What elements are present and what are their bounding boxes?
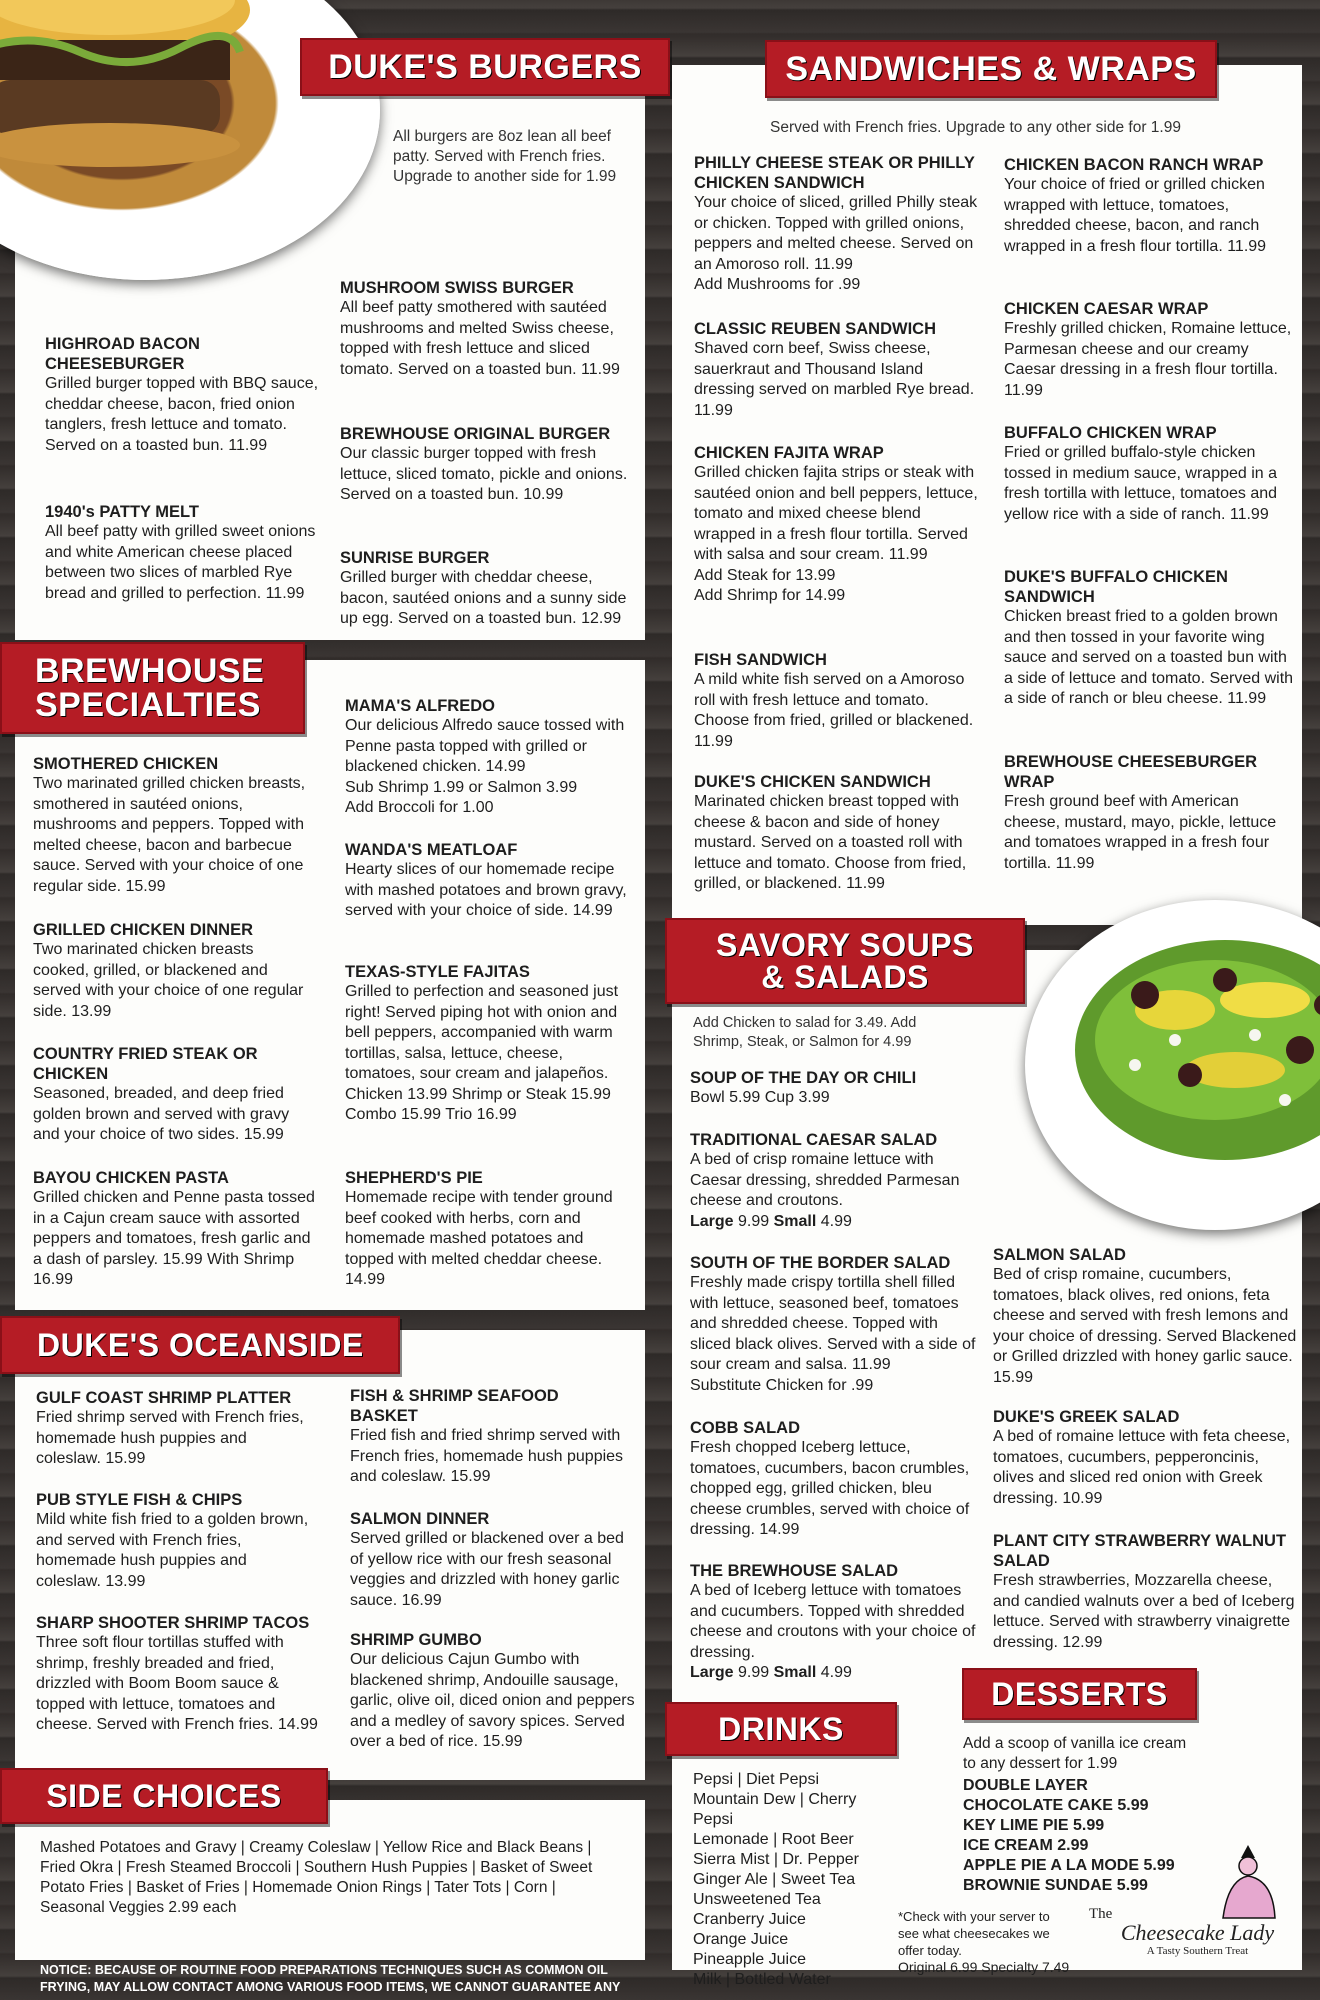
item-price-line <box>690 1212 975 1233</box>
drink-item: Mountain Dew | Cherry Pepsi <box>693 1791 857 1828</box>
price-large: 9.99 <box>738 1212 770 1230</box>
dessert-item <box>963 1816 1293 1836</box>
menu-item-philly <box>694 153 984 296</box>
item-desc: Fresh chopped Iceberg lettuce, tomatoes, cucumbers, bacon crumbles, chopped egg, grilled chicken, bleu cheese crumbles, served with choice of dressing. 14.99 <box>690 1439 970 1538</box>
dessert-item <box>963 1796 1293 1816</box>
dessert-name: KEY LIME PIE <box>963 1817 1069 1834</box>
menu-item-mushroom-swiss <box>340 278 635 380</box>
item-desc: Grilled chicken and Penne pasta tossed in a Cajun cream sauce with assorted peppers and tomatoes, fresh garlic and a dash of parsley. 15.99 With Shrimp 16.99 <box>33 1189 315 1288</box>
item-title: SHEPHERD'S PIE <box>345 1169 483 1187</box>
item-title: THE BREWHOUSE SALAD <box>690 1562 899 1580</box>
logo-line3: A Tasty Southern Treat <box>1146 1945 1249 1957</box>
item-extra: Add Steak for 13.99 <box>694 566 836 584</box>
item-title: COBB SALAD <box>690 1419 800 1437</box>
item-title: GULF COAST SHRIMP PLATTER <box>36 1389 292 1407</box>
item-extra: Combo 15.99 Trio 16.99 <box>345 1106 517 1123</box>
brewhouse-heading-line2: SPECIALTIES <box>35 686 261 724</box>
drink-item: Unsweetened Tea <box>693 1891 821 1908</box>
item-title: SOUTH OF THE BORDER SALAD <box>690 1254 951 1272</box>
item-title: TRADITIONAL CAESAR SALAD <box>690 1131 938 1149</box>
item-title: HIGHROAD BACON CHEESEBURGER <box>45 335 200 373</box>
drink-item: Milk | Bottled Water <box>693 1971 831 1988</box>
item-title: PLANT CITY STRAWBERRY WALNUT SALAD <box>993 1532 1287 1570</box>
item-desc: Freshly grilled chicken, Romaine lettuce, Parmesan cheese and our creamy Caesar dressing in a fresh flour tortilla. 11.99 <box>1004 320 1292 399</box>
size-large: Large <box>690 1212 734 1230</box>
item-title: CHICKEN BACON RANCH WRAP <box>1004 156 1264 174</box>
item-desc: Our classic burger topped with fresh lettuce, sliced tomato, pickle and onions. Served on a toasted bun. 10.99 <box>340 445 628 503</box>
menu-item-bacon-ranch-wrap <box>1004 155 1294 257</box>
menu-item-gulf-coast-shrimp <box>36 1388 316 1470</box>
item-title: FISH & SHRIMP SEAFOOD BASKET <box>350 1387 559 1425</box>
item-title: BUFFALO CHICKEN WRAP <box>1004 424 1217 442</box>
menu-item-buffalo-sandwich <box>1004 567 1299 710</box>
item-desc: All beef patty with grilled sweet onions and white American cheese placed between two slices of marbled Rye bread and grilled to perfection. 11.99 <box>45 523 316 602</box>
item-title: SUNRISE BURGER <box>340 549 490 567</box>
drink-item: Lemonade | Root Beer <box>693 1831 854 1848</box>
item-title: SOUP OF THE DAY OR CHILI <box>690 1069 917 1087</box>
item-extra: Add Broccoli for 1.00 <box>345 799 494 816</box>
oceanside-heading-text: DUKE'S OCEANSIDE <box>37 1327 364 1363</box>
item-title: DUKE'S BUFFALO CHICKEN SANDWICH <box>1004 568 1228 606</box>
menu-item-fajita-wrap <box>694 443 984 607</box>
item-desc: Marinated chicken breast topped with cheese & bacon and side of honey mustard. Served on a toasted roll with lettuce and tomato. Choose from fried, grilled, or blackened. 11.99 <box>694 793 967 892</box>
item-desc: Chicken breast fried to a golden brown and then tossed in your favorite wing sauce and served on a toasted bun with a side of lettuce and tomato. Served with a side of ranch or bleu cheese. 11.99 <box>1004 608 1294 707</box>
price-large: 9.99 <box>738 1664 770 1681</box>
menu-item-wandas-meatloaf <box>345 840 630 922</box>
dessert-price: 5.99 <box>1117 1797 1149 1814</box>
menu-item-texas-fajitas <box>345 962 630 1126</box>
drink-item: Cranberry Juice <box>693 1911 806 1928</box>
drink-item: Sierra Mist | Dr. Pepper <box>693 1851 859 1868</box>
desserts-intro: Add a scoop of vanilla ice cream to any dessert for 1.99 <box>963 1735 1187 1772</box>
size-small: Small <box>773 1664 817 1681</box>
burgers-heading-text: DUKE'S BURGERS <box>328 48 642 86</box>
item-title: MAMA'S ALFREDO <box>345 697 495 715</box>
item-title: SHRIMP GUMBO <box>350 1631 482 1649</box>
menu-item-caesar-wrap <box>1004 299 1294 401</box>
item-title: PUB STYLE FISH & CHIPS <box>36 1491 243 1509</box>
item-desc: Fresh strawberries, Mozzarella cheese, and candied walnuts over a bed of Iceberg lettuce. Served with strawberry vinaigrette dressing. 12.99 <box>993 1572 1295 1651</box>
item-title: CLASSIC REUBEN SANDWICH <box>694 320 937 338</box>
item-extra: Sub Shrimp 1.99 or Salmon 3.99 <box>345 778 578 796</box>
item-desc: Homemade recipe with tender ground beef cooked with herbs, corn and homemade mashed potatoes and topped with melted cheddar cheese. 14.99 <box>345 1189 613 1288</box>
dessert-name: APPLE PIE A LA MODE <box>963 1857 1140 1874</box>
item-desc: Grilled to perfection and seasoned just right! Served piping hot with onion and bell peppers, accompanied with warm tortillas, salsa, lettuce, cheese, tomatoes, sour cream and jalapeños. <box>345 983 619 1082</box>
burgers-intro: All burgers are 8oz lean all beef patty. Served with French fries. Upgrade to another side for 1.99 <box>393 128 617 185</box>
item-title: MUSHROOM SWISS BURGER <box>340 279 574 297</box>
menu-item-sunrise <box>340 548 635 630</box>
item-title: SHARP SHOOTER SHRIMP TACOS <box>36 1614 310 1632</box>
notice <box>40 1962 640 1996</box>
menu-item-caesar-salad <box>690 1130 975 1232</box>
drink-item: Pepsi | Diet Pepsi <box>693 1771 819 1788</box>
item-desc: Freshly made crispy tortilla shell filled with lettuce, seasoned beef, tomatoes and shredded cheese. Topped with sliced black olives. Served with a side of sour cream and salsa. 11.99 <box>690 1274 976 1373</box>
item-desc: Fresh ground beef with American cheese, mustard, mayo, pickle, lettuce and tomatoes wrapped in a fresh four tortilla. 11.99 <box>1004 793 1277 872</box>
menu-item-country-fried-steak <box>33 1044 318 1146</box>
item-desc: Grilled burger with cheddar cheese, bacon, sautéed onions and a sunny side up egg. Served on a toasted bun. 12.99 <box>340 569 627 627</box>
soups-heading-line1: SAVORY SOUPS <box>716 927 974 963</box>
item-desc: A bed of crisp romaine lettuce with Caesar dressing, shredded Parmesan cheese and croutons. <box>690 1151 960 1209</box>
item-title: BAYOU CHICKEN PASTA <box>33 1169 229 1187</box>
item-title: SALMON DINNER <box>350 1510 490 1528</box>
menu-item-shrimp-gumbo <box>350 1630 635 1753</box>
menu-item-brewhouse-original <box>340 424 635 506</box>
menu-item-strawberry-salad <box>993 1531 1298 1653</box>
item-title: DUKE'S CHICKEN SANDWICH <box>694 773 931 791</box>
menu-item-greek-salad <box>993 1407 1293 1509</box>
menu-item-mamas-alfredo <box>345 696 630 819</box>
menu-item-fish-sandwich <box>694 650 984 752</box>
item-desc: Fried or grilled buffalo-style chicken tossed in medium sauce, wrapped in a fresh tortilla with lettuce, tomatoes and yellow rice with a side of ranch. 11.99 <box>1004 444 1278 523</box>
size-large: Large <box>690 1664 734 1681</box>
dessert-price: 5.99 <box>1143 1857 1175 1874</box>
cheesecake-price: Original 6.99 Specialty 7.49 <box>898 1959 1070 1975</box>
item-price-line <box>690 1663 980 1684</box>
menu-item-seafood-basket <box>350 1386 630 1488</box>
item-desc: All beef patty smothered with sautéed mushrooms and melted Swiss cheese, topped with fresh lettuce and sliced tomato. Served on a toasted bun. 11.99 <box>340 299 620 378</box>
item-extra: Add Mushrooms for .99 <box>694 276 861 293</box>
item-desc: A bed of romaine lettuce with feta cheese, tomatoes, cucumbers, pepperoncinis, olives and sliced red onion with Greek dressing. 10.99 <box>993 1428 1291 1507</box>
drink-item: Pineapple Juice <box>693 1951 806 1968</box>
dessert-name: BROWNIE SUNDAE <box>963 1877 1113 1894</box>
item-desc: Bed of crisp romaine, cucumbers, tomatoes, black olives, red onions, feta cheese and served with fresh lemons and your choice of dressing. Served Blackened or Grilled drizzled with honey garlic sauce. 15.99 <box>993 1266 1297 1386</box>
item-desc: Two marinated chicken breasts cooked, grilled, or blackened and served with your choice of one regular side. 13.99 <box>33 941 304 1020</box>
notice-line2: FRYING, MAY ALLOW CONTACT AMONG VARIOUS FOOD ITEMS, WE CANNOT GUARANTEE ANY <box>40 1980 621 1994</box>
menu-item-salmon-salad <box>993 1245 1298 1388</box>
menu-item-buffalo-wrap <box>1004 423 1294 525</box>
oceanside-heading <box>0 1316 400 1374</box>
item-desc: Your choice of sliced, grilled Philly steak or chicken. Topped with grilled onions, peppers and melted cheese. Served on an Amoroso roll. 11.99 <box>694 194 978 273</box>
item-desc: Three soft flour tortillas stuffed with shrimp, freshly breaded and fried, drizzled with Boom Boom sauce & topped with lettuce, tomatoes and cheese. Served with French fries. 14.99 <box>36 1634 318 1733</box>
item-desc: Served grilled or blackened over a bed of yellow rice with our fresh seasonal veggies and drizzled with honey garlic sauce. 16.99 <box>350 1530 624 1609</box>
sandwiches-heading <box>765 40 1217 98</box>
menu-item-reuben <box>694 319 979 421</box>
menu-item-soup-of-day <box>690 1068 990 1109</box>
item-title: 1940's PATTY MELT <box>45 503 199 521</box>
drink-item: Ginger Ale | Sweet Tea <box>693 1871 856 1888</box>
dessert-name: ICE CREAM <box>963 1837 1053 1854</box>
menu-item-grilled-chicken-dinner <box>33 920 308 1022</box>
item-desc: Fried shrimp served with French fries, homemade hush puppies and coleslaw. 15.99 <box>36 1409 304 1467</box>
item-desc: Fried fish and fried shrimp served with French fries, homemade hush puppies and coleslaw. 15.99 <box>350 1427 624 1485</box>
sandwiches-heading-text: SANDWICHES & WRAPS <box>785 50 1197 88</box>
item-desc: Our delicious Alfredo sauce tossed with Penne pasta topped with grilled or blackened chicken. 14.99 <box>345 717 625 775</box>
item-desc: A mild white fish served on a Amoroso roll with fresh lettuce and tomato. Choose from fried, grilled or blackened. 11.99 <box>694 671 974 750</box>
drinks-heading-text: DRINKS <box>718 1711 844 1747</box>
price-small: 4.99 <box>820 1212 852 1230</box>
brewhouse-heading <box>0 642 305 734</box>
item-desc: A bed of Iceberg lettuce with tomatoes and cucumbers. Topped with shredded cheese and croutons with your choice of dressing. <box>690 1582 976 1661</box>
dessert-name: CHOCOLATE CAKE <box>963 1797 1113 1814</box>
menu-item-south-border-salad <box>690 1253 980 1396</box>
item-title: FISH SANDWICH <box>694 651 827 669</box>
menu-item-shrimp-tacos <box>36 1613 321 1736</box>
desserts-heading-text: DESSERTS <box>991 1676 1168 1712</box>
burgers-heading <box>300 38 670 96</box>
item-title: GRILLED CHICKEN DINNER <box>33 921 254 939</box>
sides-list: Mashed Potatoes and Gravy | Creamy Coleslaw | Yellow Rice and Black Beans | Fried Okra | Fresh Steamed Broccoli | Southern Hush Puppies | Basket of Sweet Potato Fries | Basket of Fries | Homemade Onion Rings | Tater Tots | Corn | Seasonal Veggies 2.99 each <box>40 1839 593 1916</box>
menu-item-cheeseburger-wrap <box>1004 752 1294 874</box>
item-desc: Grilled burger topped with BBQ sauce, cheddar cheese, bacon, fried onion tanglers, fresh lettuce and tomato. Served on a toasted bun. 11.99 <box>45 375 319 454</box>
drinks-heading <box>665 1702 897 1756</box>
item-title: COUNTRY FRIED STEAK OR CHICKEN <box>33 1045 258 1083</box>
size-small: Small <box>773 1212 817 1230</box>
dessert-name: DOUBLE LAYER <box>963 1777 1088 1794</box>
soups-heading <box>665 918 1025 1004</box>
dessert-price: 2.99 <box>1057 1837 1089 1854</box>
menu-item-brewhouse-salad <box>690 1561 980 1684</box>
item-desc: Mild white fish fried to a golden brown, and served with French fries, homemade hush puppies and coleslaw. 13.99 <box>36 1511 309 1590</box>
dessert-price: 5.99 <box>1072 1817 1105 1834</box>
item-title: DUKE'S GREEK SALAD <box>993 1408 1180 1426</box>
desserts-heading <box>962 1668 1197 1720</box>
menu-item-highroad <box>45 334 325 456</box>
dessert-price: 5.99 <box>1116 1877 1148 1894</box>
cheesecake-note <box>898 1908 1073 1976</box>
soups-heading-line2: & SALADS <box>761 959 929 995</box>
item-title: BREWHOUSE ORIGINAL BURGER <box>340 425 611 443</box>
dessert-item <box>963 1776 1293 1796</box>
item-desc: Your choice of fried or grilled chicken wrapped with lettuce, tomatoes, shredded cheese, bacon, and ranch wrapped in a fresh flour tortilla. 11.99 <box>1004 176 1267 255</box>
soups-intro: Add Chicken to salad for 3.49. Add Shrimp, Steak, or Salmon for 4.99 <box>693 1015 917 1050</box>
item-desc: Hearty slices of our homemade recipe with mashed potatoes and brown gravy, served with your choice of side. 14.99 <box>345 861 627 919</box>
menu-item-shepherds-pie <box>345 1168 625 1291</box>
sides-heading-text: SIDE CHOICES <box>46 1778 282 1814</box>
cheesecake-note-text: *Check with your server to see what cheesecakes we offer today. <box>898 1909 1050 1958</box>
sandwiches-intro: Served with French fries. Upgrade to any other side for 1.99 <box>770 119 1181 136</box>
item-title: PHILLY CHEESE STEAK OR PHILLY CHICKEN SANDWICH <box>694 154 975 192</box>
notice-line1: NOTICE: BECAUSE OF ROUTINE FOOD PREPARATIONS TECHNIQUES SUCH AS COMMON OIL <box>40 1963 608 1977</box>
item-title: TEXAS-STYLE FAJITAS <box>345 963 530 981</box>
item-desc: Two marinated grilled chicken breasts, smothered in sautéed onions, mushrooms and peppers. Topped with melted cheese, bacon and barbecue sauce. Served with your choice of one regular side. 15.99 <box>33 775 306 895</box>
item-desc: Seasoned, breaded, and deep fried golden brown and served with gravy and your choice of two sides. 15.99 <box>33 1085 290 1143</box>
item-extra: Add Shrimp for 14.99 <box>694 587 846 604</box>
item-extra: Chicken 13.99 Shrimp or Steak 15.99 <box>345 1085 611 1103</box>
price-small: 4.99 <box>820 1664 852 1681</box>
item-title: WANDA'S MEATLOAF <box>345 841 518 859</box>
drinks-list <box>693 1770 893 1990</box>
sides-heading <box>0 1768 328 1824</box>
item-extra: Substitute Chicken for .99 <box>690 1376 874 1394</box>
menu-item-salmon-dinner <box>350 1509 630 1611</box>
item-title: SALMON SALAD <box>993 1246 1126 1264</box>
drink-item: Orange Juice <box>693 1931 789 1948</box>
item-title: CHICKEN CAESAR WRAP <box>1004 300 1209 318</box>
menu-item-bayou-pasta <box>33 1168 318 1291</box>
item-desc: Bowl 5.99 Cup 3.99 <box>690 1089 830 1106</box>
item-title: SMOTHERED CHICKEN <box>33 755 219 773</box>
item-title: BREWHOUSE CHEESEBURGER WRAP <box>1004 753 1258 791</box>
logo-line2: Cheesecake Lady <box>1120 1920 1275 1945</box>
menu-item-smothered-chicken <box>33 754 328 897</box>
menu-item-cobb-salad <box>690 1418 980 1541</box>
menu-item-fish-chips <box>36 1490 316 1592</box>
item-title: CHICKEN FAJITA WRAP <box>694 444 884 462</box>
cheesecake-lady-logo <box>1085 1840 1310 1970</box>
item-desc: Our delicious Cajun Gumbo with blackened shrimp, Andouille sausage, garlic, olive oil, diced onion and peppers and a medley of savory spices. Served over a bed of rice. 15.99 <box>350 1651 635 1750</box>
menu-item-dukes-chicken-sandwich <box>694 772 984 895</box>
brewhouse-heading-line1: BREWHOUSE <box>35 652 265 690</box>
item-desc: Shaved corn beef, Swiss cheese, sauerkraut and Thousand Island dressing served on marbled Rye bread. 11.99 <box>694 340 975 419</box>
item-desc: Grilled chicken fajita strips or steak with sautéed onion and bell peppers, lettuce, tomato and mixed cheese blend wrapped in a fresh flour tortilla. Served with salsa and sour cream. 11.99 <box>694 464 978 563</box>
logo-line1: The <box>1089 1906 1113 1922</box>
menu-item-patty-melt <box>45 502 320 604</box>
